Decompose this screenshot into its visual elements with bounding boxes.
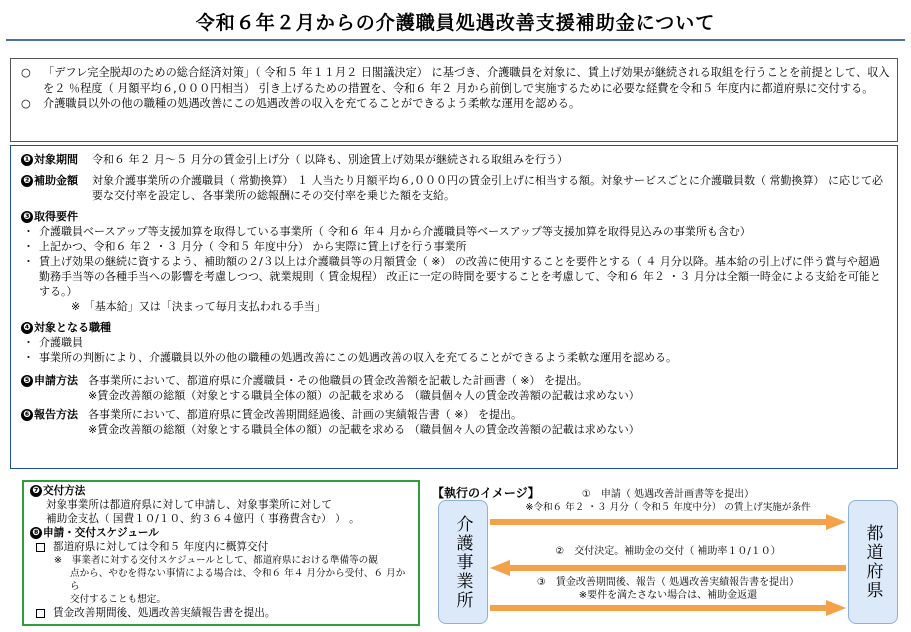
intro-box bbox=[10, 58, 898, 142]
section-title: 申請・交付スケジュール bbox=[43, 527, 159, 539]
arrow-right-icon bbox=[490, 514, 846, 530]
section-note: ※賃金改善額の総額（対象とする職員全体の額）の記載を求める （職員個々人の賃金改善額の記載は求めない） bbox=[88, 423, 640, 436]
list-item: ・ 上記かつ、令和６ 年２ ・３ 月分（ 令和５ 年度中分） から実際に賃上げを行う事業所 bbox=[23, 240, 467, 253]
intro-item bbox=[21, 96, 891, 112]
schedule-item bbox=[30, 606, 412, 620]
section-report bbox=[21, 407, 889, 437]
section-target bbox=[21, 320, 889, 365]
number-badge: ❻ bbox=[21, 409, 33, 421]
schedule-item-text: 都道府県に対しては令和５ 年度内に概算交付 bbox=[53, 541, 269, 553]
section-head bbox=[21, 173, 78, 188]
section-note: ※賃金改善額の総額（対象とする職員全体の額）の記載を求める （職員個々人の賃金改善額の記載は求めない） bbox=[88, 389, 640, 402]
grant-text: 対象事業所は都道府県に対して申請し、対象事業所に対して bbox=[46, 499, 333, 511]
section-amount bbox=[21, 173, 889, 203]
list-item-text: 上記かつ、令和６ 年２ ・３ 月分（ 令和５ 年度中分） から実際に賃上げを行う事業所 bbox=[39, 240, 467, 253]
number-badge: ❼ bbox=[30, 485, 42, 497]
section-title: 報告方法 bbox=[34, 408, 78, 421]
section-head bbox=[21, 320, 889, 335]
details-box bbox=[10, 145, 898, 469]
list-item-text: 介護職員ベースアップ等支援加算を取得している事業所（ 令和６ 年４ 月から介護職員等ベースアップ等支援加算を取得見込みの事業所も含む） bbox=[39, 225, 751, 238]
section-text: 各事業所において、都道府県に賃金改善期間経過後、計画の実績報告書（ ※） を提出。 bbox=[88, 408, 522, 421]
list-item: ・ 賃上げ効果の継続に資するよう、補助額の２/３以上は介護職員等の月額賃金（ ※） の改善に使用することを要件とする（ ４ 月分以降。基本給の引上げに伴う賞与や超過勤務手当等の各種手当への影響を考慮しつつ、就業規則（ 賃金規程） 改正に一定の時間を要することを考慮して、令和６ 年２ ・３ 月分は全額一時金による支給を可能とする。） bbox=[21, 254, 889, 299]
left-box-business bbox=[438, 500, 488, 624]
section-head bbox=[30, 484, 412, 498]
section-title: 対象期間 bbox=[34, 153, 78, 166]
arrow1-note: ※令和６ 年２ ・３ 月分（ 令和５ 年度中分） の賃上げ実施が条件 bbox=[525, 502, 811, 513]
right-box-prefecture bbox=[848, 500, 898, 624]
arrow3-note: ※要件を満たさない場合は、補助金返還 bbox=[578, 590, 758, 601]
schedule-item bbox=[30, 540, 412, 554]
intro-text: 「デフレ完全脱却のための総合経済対策」（ 令和５ 年１１月２ 日閣議決定） に基づき、介護職員を対象に、賃上げ効果が継続される取組を行うことを前提として、収入を２ ％程度（ 月額平均６,０００円相当） 引き上げるための措置を、令和６ 年２ 月から前倒しで実施するために必要な経費を令和５ 年度内に都道府県に交付する。 bbox=[43, 66, 890, 95]
arrow2-label: ② 交付決定。補助金の交付（ 補助率１０/１０） bbox=[555, 546, 781, 557]
section-head bbox=[30, 526, 412, 540]
left-box-label: 介護事業所 bbox=[452, 514, 473, 610]
section-head bbox=[21, 373, 78, 403]
requirements-list bbox=[21, 224, 889, 314]
intro-text: 介護職員以外の他の職種の処遇改善にこの処遇改善の収入を充てることができるよう柔軟な運用を認める。 bbox=[43, 97, 581, 110]
section-text: 各事業所において、都道府県に介護職員・その他職員の賃金改善額を記載した計画書（ ※） を提出。 bbox=[88, 374, 588, 387]
right-box-label: 都道府県 bbox=[862, 524, 883, 600]
list-item-text: 介護職員 bbox=[39, 336, 83, 349]
number-badge: ❷ bbox=[21, 175, 33, 187]
section-head bbox=[21, 407, 78, 437]
number-badge: ❹ bbox=[21, 322, 33, 334]
section-apply bbox=[21, 373, 889, 403]
schedule-item-text: 賃金改善期間後、処遇改善実績報告書を提出。 bbox=[53, 607, 276, 619]
number-badge: ❶ bbox=[21, 154, 33, 166]
grant-text: 補助金支払（ 国費１０/１０、約３６４億円（ 事務費含む） ） 。 bbox=[46, 513, 360, 525]
section-requirements bbox=[21, 209, 889, 314]
section-title: 対象となる職種 bbox=[34, 321, 111, 334]
title-divider bbox=[6, 39, 905, 41]
arrow-left-icon bbox=[490, 560, 846, 576]
list-item: ・ 介護職員 bbox=[23, 336, 83, 349]
intro-item bbox=[21, 65, 891, 96]
schedule-note: ※ 事業者に対する交付スケジュールとして、都道府県における準備等の観 bbox=[54, 555, 378, 566]
section-title: 交付方法 bbox=[43, 485, 86, 497]
image-title: 【執行のイメージ】 bbox=[432, 486, 540, 500]
section-title: 補助金額 bbox=[34, 174, 78, 187]
intro-bullet: ○ bbox=[21, 97, 31, 110]
list-item: ・ 事業所の判断により、介護職員以外の他の職種の処遇改善にこの処遇改善の収入を充てることができるよう柔軟な運用を認める。 bbox=[23, 351, 677, 364]
page-title: 令和６年２月からの介護職員処遇改善支援補助金について bbox=[195, 12, 716, 34]
arrow3-label: ③ 賃金改善期間後、報告（ 処遇改善実績報告書を提出） bbox=[536, 577, 800, 588]
section-head bbox=[21, 209, 889, 224]
number-badge: ❽ bbox=[30, 527, 42, 539]
checkbox-icon bbox=[36, 609, 45, 618]
requirements-note: ※ 「基本給」又は「決まって毎月支払われる手当」 bbox=[71, 300, 326, 313]
section-period bbox=[21, 152, 889, 167]
section-title: 取得要件 bbox=[34, 210, 78, 223]
checkbox-icon bbox=[36, 543, 45, 552]
section-text: 令和６ 年２ 月～５ 月分の賃金引上げ分（ 以降も、別途賃上げ効果が継続される取組みを行う） bbox=[92, 153, 568, 166]
section-head bbox=[21, 152, 78, 167]
arrow-right-icon bbox=[490, 600, 846, 616]
section-text: 対象介護事業所の介護職員（ 常勤換算） １ 人当たり月額平均６,０００円の賃金引上げに相当する額。対象サービスごとに介護職員数（ 常勤換算） に応じて必要な交付率を設定し、各事業所の総報酬にその交付率を乗じた額を支給。 bbox=[92, 174, 883, 202]
list-item: ・ 介護職員ベースアップ等支援加算を取得している事業所（ 令和６ 年４ 月から介護職員等ベースアップ等支援加算を取得見込みの事業所も含む） bbox=[23, 225, 751, 238]
number-badge: ❸ bbox=[21, 211, 33, 223]
list-item-text: 賃上げ効果の継続に資するよう、補助額の２/３以上は介護職員等の月額賃金（ ※） の改善に使用することを要件とする（ ４ 月分以降。基本給の引上げに伴う賞与や超過勤務手当等の各種手当への影響を考慮しつつ、就業規則（ 賃金規程） 改正に一定の時間を要することを考慮して、令和６ 年２ ・３ 月分は全額一時金による支給を可能とする。） bbox=[39, 255, 881, 298]
grant-schedule-box bbox=[22, 480, 420, 626]
list-item-text: 事業所の判断により、介護職員以外の他の職種の処遇改善にこの処遇改善の収入を充てることができるよう柔軟な運用を認める。 bbox=[39, 351, 677, 364]
number-badge: ❺ bbox=[21, 375, 33, 387]
arrow1-label: ① 申請（ 処遇改善計画書等を提出） bbox=[581, 489, 755, 500]
schedule-note: 交付することも想定。 bbox=[70, 594, 166, 605]
schedule-note: 点から、やむを得ない事情による場合は、令和６ 年４ 月分から受付、６ 月から bbox=[70, 568, 406, 592]
section-title: 申請方法 bbox=[34, 374, 78, 387]
intro-bullet: ○ bbox=[21, 66, 31, 79]
